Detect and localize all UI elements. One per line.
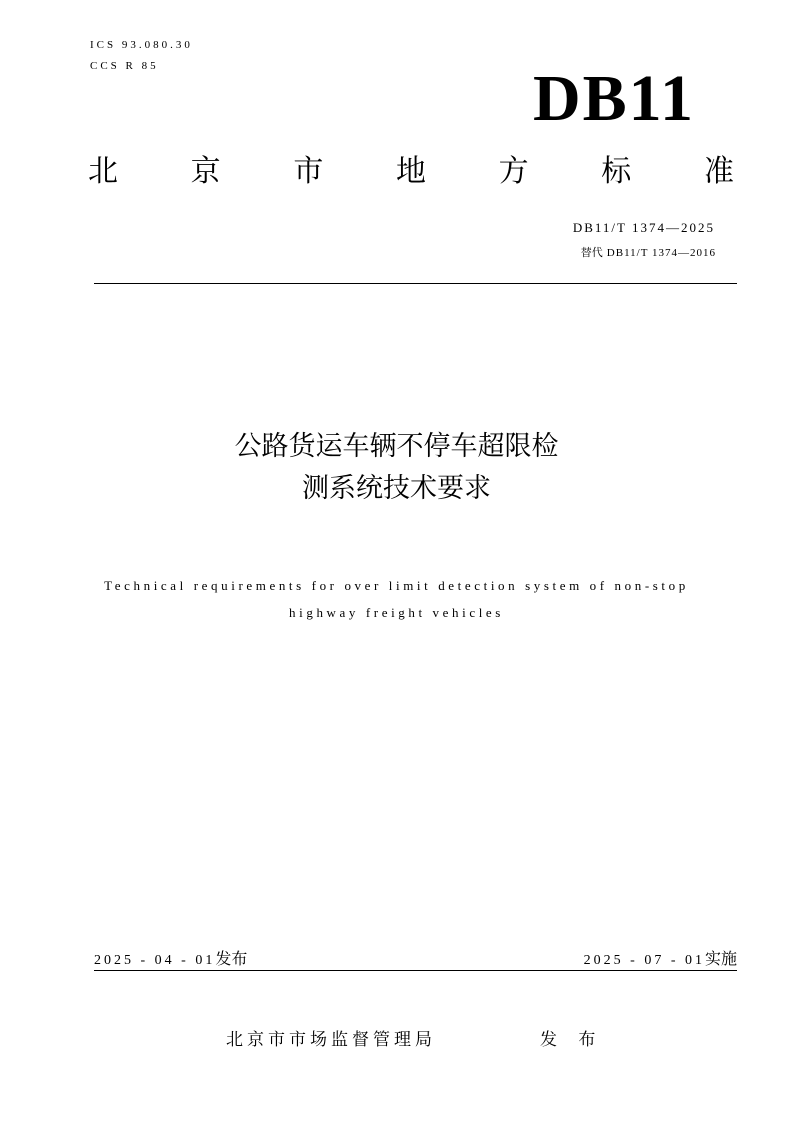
replace-number: DB11/T 1374—2016 — [606, 247, 716, 259]
implement-date — [584, 946, 737, 969]
replace-label: 替代 — [580, 246, 603, 259]
standard-number: DB11/T 1374—2025 — [572, 220, 715, 235]
heading-char: 京 — [190, 154, 221, 189]
implement-date-value: 2025 - 07 - 01 — [583, 953, 705, 968]
title-cn-line: 公路货运车辆不停车超限检 — [234, 431, 559, 462]
heading-char: 方 — [498, 154, 529, 189]
heading-char: 标 — [601, 154, 632, 189]
heading-char: 准 — [703, 154, 734, 189]
local-standard-heading — [88, 150, 734, 194]
top-divider — [94, 283, 737, 284]
title-en-line: highway freight vehicles — [289, 605, 504, 620]
publish-label: 发布 — [215, 949, 248, 968]
issue-label: 发 布 — [540, 1030, 604, 1050]
implement-label: 实施 — [704, 949, 737, 968]
publish-date — [94, 946, 247, 969]
bottom-divider — [94, 970, 737, 971]
heading-char: 北 — [88, 154, 118, 189]
replaced-standard — [581, 244, 716, 260]
issuing-authority: 北京市市场监督管理局 — [226, 1030, 436, 1050]
ics-code: ICS 93.080.30 — [90, 39, 193, 51]
publish-date-value: 2025 - 04 - 01 — [94, 953, 216, 968]
heading-char: 地 — [395, 154, 426, 189]
heading-char: 市 — [293, 154, 324, 189]
title-chinese — [0, 426, 793, 510]
standard-logo: DB11 — [532, 62, 695, 135]
ccs-code: CCS R 85 — [90, 60, 159, 72]
title-en-line: Technical requirements for over limit detection system of non-stop — [104, 578, 689, 593]
title-english — [0, 572, 793, 626]
title-cn-line: 测系统技术要求 — [302, 473, 491, 504]
